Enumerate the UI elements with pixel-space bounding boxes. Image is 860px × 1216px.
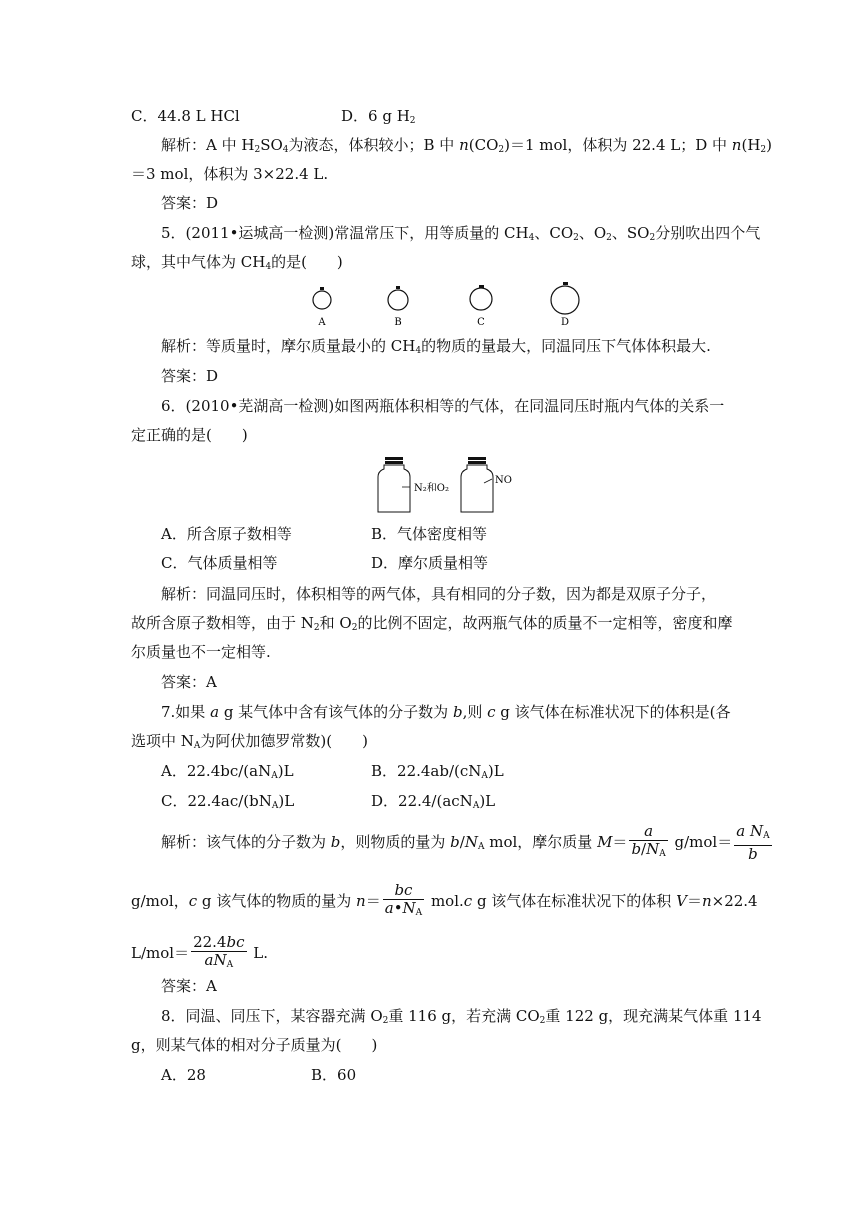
balloon-label-b: B	[394, 317, 402, 328]
q6-answer: 答案：A	[161, 673, 217, 691]
q5-answer: 答案：D	[161, 367, 219, 385]
q5-stem-line-2: 球，其中气体为 $CH_4$的是( )	[131, 253, 343, 272]
bottle-right	[461, 457, 512, 512]
q7-stem-line-2: 选项中 $N_A$为阿伏加德罗常数)( )	[131, 732, 368, 751]
bottle-right-label: NO	[495, 475, 512, 486]
balloons-figure	[300, 282, 600, 330]
q6-analysis-line-2: 故所含原子数相等，由于 $N_2$和 $O_2$的比例不固定，故两瓶气体的质量不一定相等，密度和摩	[131, 614, 733, 633]
q6-option-a: A．所含原子数相等	[161, 525, 292, 543]
q6-stem-line-1: 6．(2010•芜湖高一检测)如图两瓶体积相等的气体，在同温同压时瓶内气体的关系一	[161, 397, 725, 415]
q6-option-c: C．气体质量相等	[161, 554, 278, 572]
q7-answer: 答案：A	[161, 977, 217, 995]
q5-analysis: 解析：等质量时，摩尔质量最小的 $CH_4$的物质的量最大，同温同压下气体体积最大.	[161, 337, 711, 356]
q4-option-c: C．44.8 L HCl	[131, 107, 240, 125]
q7-option-b: B．$22.4ab/(cN_A)L$	[371, 762, 504, 781]
balloons-svg	[300, 282, 600, 330]
q6-analysis-line-3: 尔质量也不一定相等.	[131, 643, 271, 661]
balloon-c	[470, 285, 492, 328]
molar-mass-fraction-2: $\frac{a N_A}{b}$	[736, 822, 770, 863]
q6-analysis-line-1: 解析：同温同压时，体积相等的两气体，具有相同的分子数，因为都是双原子分子，	[161, 585, 717, 603]
q6-option-b: B．气体密度相等	[371, 525, 488, 543]
q7-analysis-line-2: g/mol，c g 该气体的物质的量为 n＝ $\frac{bc}{a•N_A}$ mol.c g 该气体在标准状况下的体积 V＝n×22.4	[131, 882, 758, 922]
q8-stem-line-2: g，则某气体的相对分子质量为( )	[131, 1036, 378, 1054]
q5-stem-line-1: 5．(2011•运城高一检测)常温常压下，用等质量的 $CH_4$、$CO_2$、$O_2$、$SO_2$分别吹出四个气	[161, 224, 761, 243]
q4-answer: 答案：D	[161, 194, 219, 212]
q7-option-d: D．22.4/(acN$_A$)L	[371, 792, 496, 811]
bottle-left-label: N₂和O₂	[414, 483, 449, 494]
balloon-label-c: C	[477, 317, 485, 328]
q8-option-a: A．28	[161, 1066, 206, 1084]
q8-option-b: B．60	[311, 1066, 357, 1084]
balloon-label-d: D	[560, 317, 570, 328]
bottle-left	[378, 457, 449, 512]
balloon-label-a: A	[318, 317, 326, 328]
molar-mass-fraction-1: $\frac{a}{b/N_A}$	[631, 822, 666, 859]
bottles-figure	[374, 455, 520, 517]
q6-stem-line-2: 定正确的是( )	[131, 426, 248, 444]
q4-analysis-line-2: ＝3 mol，体积为 3×22.4 L.	[131, 165, 329, 183]
q7-option-c: C．$22.4ac/(bN_A)L$	[161, 792, 295, 811]
balloon-a	[313, 287, 331, 328]
q4-option-c-line	[131, 106, 240, 126]
q7-stem-line-1: 7.如果 a g 某气体中含有该气体的分子数为 b,则 c g 该气体在标准状况下的体积是(各	[161, 703, 731, 721]
q4-option-d: D．6 g $H_2$	[341, 107, 416, 126]
q7-analysis-line-3: L/mol＝ $\frac{22.4bc}{aN_A}$ L.	[131, 934, 268, 974]
q6-option-d: D．摩尔质量相等	[371, 554, 489, 572]
q7-analysis-line-1: 解析：该气体的分子数为 b，则物质的量为 $b/N_A$ mol，摩尔质量 M＝ $\frac{a}{b/N_A}$ g/mol＝ $\frac{a N_A}{b}$	[161, 822, 770, 863]
q8-stem-line-1: 8．同温、同压下，某容器充满 $O_2$重 116 g，若充满 $CO_2$重 122 g，现充满某气体重 114	[161, 1007, 762, 1026]
balloon-d	[551, 282, 579, 328]
volume-fraction: $\frac{22.4bc}{aN_A}$	[193, 933, 245, 970]
q7-option-a: A．$22.4bc/(aN_A)L$	[161, 762, 294, 781]
amount-fraction: $\frac{bc}{a•N_A}$	[384, 881, 423, 918]
balloon-b	[388, 286, 408, 328]
q4-analysis-line-1: 解析：A 中 $H_2SO_4$为液态，体积较小；B 中 $n(CO_2)=1$ mol，体积为 22.4 L；D 中 $n(H_2)$	[161, 136, 772, 155]
bottles-svg	[374, 455, 520, 517]
